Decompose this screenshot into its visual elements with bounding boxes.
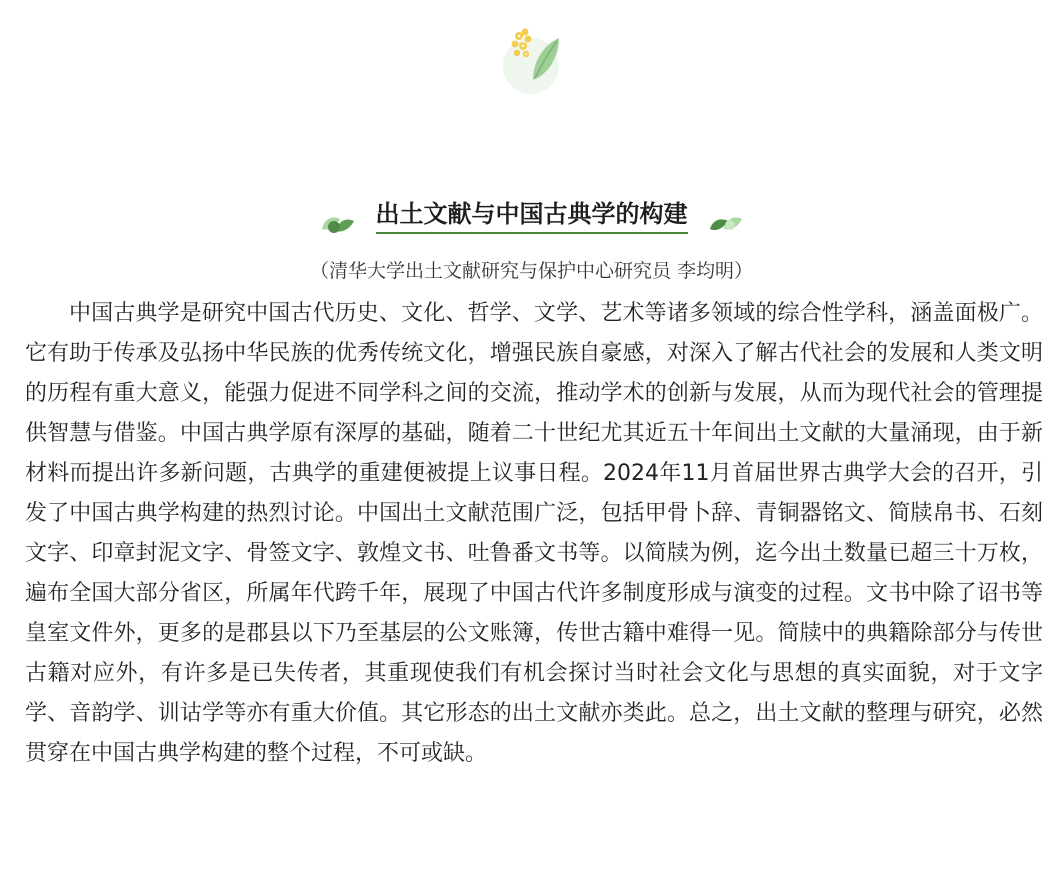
author-byline: （清华大学出土文献研究与保护中心研究员 李均明） [309, 260, 754, 282]
leaf-icon [320, 211, 358, 233]
article-body: 中国古典学是研究中国古代历史、文化、哲学、文学、艺术等诸多领域的综合性学科，涵盖面极广。它有助于传承及弘扬中华民族的优秀传统文化，增强民族自豪感，对深入了解古代社会的发展和人类文明的历程有重大意义，能强力促进不同学科之间的交流，推动学术的创新与发展，从而为现代社会的管理提供智慧与借鉴。中国古典学原有深厚的基础，随着二十世纪尤其近五十年间出土文献的大量涌现，由于新材料而提出许多新问题，古典学的重建便被提上议事日程。2024年11月首届世界古典学大会的召开，引发了中国古典学构建的热烈讨论。中国出土文献范围广泛，包括甲骨卜辞、青铜器铭文、简牍帛书、石刻文字、印章封泥文字、骨签文字、敦煌文书、吐鲁番文书等。以简牍为例，迄今出土数量已超三十万枚，遍布全国大部分省区，所属年代跨千年，展现了中国古代许多制度形成与演变的过程。文书中除了诏书等皇室文件外，更多的是郡县以下乃至基层的公文账簿，传世古籍中难得一见。简牍中的典籍除部分与传世古籍对应外，有许多是已失传者，其重现使我们有机会探讨当时社会文化与思想的真实面貌，对于文字学、音韵学、训诂学等亦有重大价值。其它形态的出土文献亦类此。总之，出土文献的整理与研究，必然贯穿在中国古典学构建的整个过程，不可或缺。 [25, 301, 1043, 766]
title-row [0, 196, 1063, 236]
leaf-icon [706, 211, 744, 233]
article-title: 出土文献与中国古典学的构建 [376, 199, 688, 234]
flower-leaf-icon [495, 22, 569, 100]
